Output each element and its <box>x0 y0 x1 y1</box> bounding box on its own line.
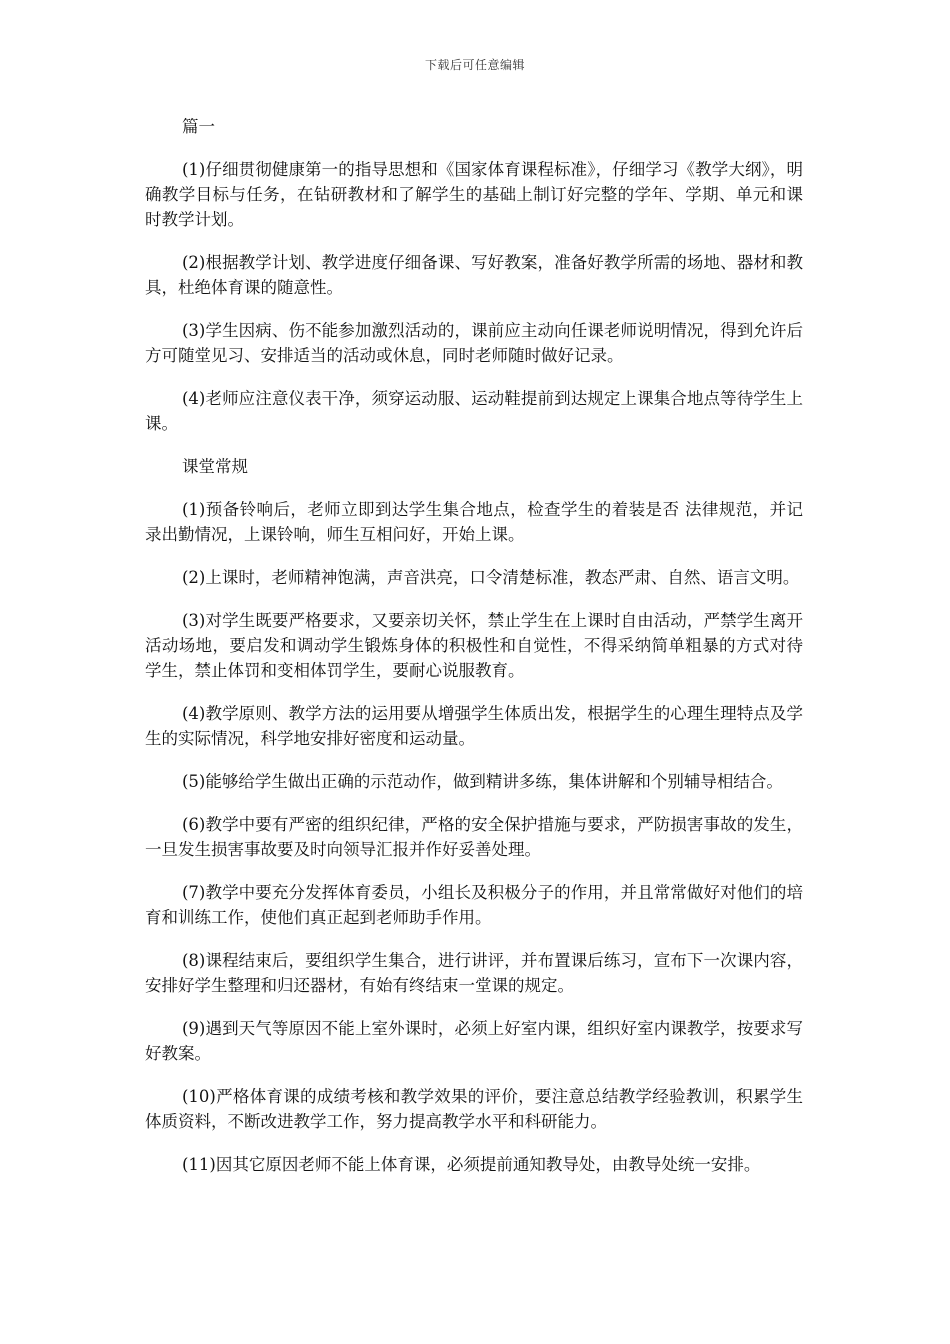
paragraph: (3)学生因病、伤不能参加激烈活动的，课前应主动向任课老师说明情况，得到允许后方可随堂见习、安排适当的活动或休息，同时老师随时做好记录。 <box>145 321 803 365</box>
paragraph: (5)能够给学生做出正确的示范动作，做到精讲多练，集体讲解和个别辅导相结合。 <box>182 772 783 791</box>
paragraph: (8)课程结束后，要组织学生集合，进行讲评，并布置课后练习，宣布下一次课内容，安排好学生整理和归还器材，有始有终结束一堂课的规定。 <box>145 951 803 995</box>
paragraph: (9)遇到天气等原因不能上室外课时，必须上好室内课，组织好室内课教学，按要求写好教案。 <box>145 1019 803 1063</box>
paragraph: (4)老师应注意仪表干净，须穿运动服、运动鞋提前到达规定上课集合地点等待学生上课。 <box>145 389 803 433</box>
paragraph: (4)教学原则、教学方法的运用要从增强学生体质出发，根据学生的心理生理特点及学生的实际情况，科学地安排好密度和运动量。 <box>145 704 803 748</box>
page-header: 下载后可任意编辑 <box>424 58 525 72</box>
paragraph: (7)教学中要充分发挥体育委员，小组长及积极分子的作用，并且常常做好对他们的培育和训练工作，使他们真正起到老师助手作用。 <box>145 883 803 927</box>
paragraph: (6)教学中要有严密的组织纪律，严格的安全保护措施与要求，严防损害事故的发生，一旦发生损害事故要及时向领导汇报并作好妥善处理。 <box>145 815 803 859</box>
paragraph: (2)上课时，老师精神饱满，声音洪亮，口令清楚标准，教态严肃、自然、语言文明。 <box>182 568 800 587</box>
paragraph: (3)对学生既要严格要求，又要亲切关怀，禁止学生在上课时自由活动，严禁学生离开活动场地，要启发和调动学生锻炼身体的积极性和自觉性，不得采纳简单粗暴的方式对待学生，禁止体罚和变相体罚学生，要耐心说服教育。 <box>145 611 803 680</box>
document-body <box>145 114 803 1195</box>
section-heading-1: 篇一 <box>182 117 215 136</box>
paragraph: (1)仔细贯彻健康第一的指导思想和《国家体育课程标准》，仔细学习《教学大纲》，明确教学目标与任务，在钻研教材和了解学生的基础上制订好完整的学年、学期、单元和课时教学计划。 <box>145 160 803 229</box>
paragraph: (1)预备铃响后，老师立即到达学生集合地点，检查学生的着装是否 法律规范，并记录出勤情况，上课铃响，师生互相问好，开始上课。 <box>145 500 803 544</box>
paragraph: (2)根据教学计划、教学进度仔细备课、写好教案，准备好教学所需的场地、器材和教具，杜绝体育课的随意性。 <box>145 253 803 297</box>
paragraph: (10)严格体育课的成绩考核和教学效果的评价，要注意总结教学经验教训，积累学生体质资料，不断改进教学工作，努力提高教学水平和科研能力。 <box>145 1087 803 1131</box>
paragraph: (11)因其它原因老师不能上体育课，必须提前通知教导处，由教导处统一安排。 <box>182 1155 761 1174</box>
section-heading-2: 课堂常规 <box>182 457 248 476</box>
